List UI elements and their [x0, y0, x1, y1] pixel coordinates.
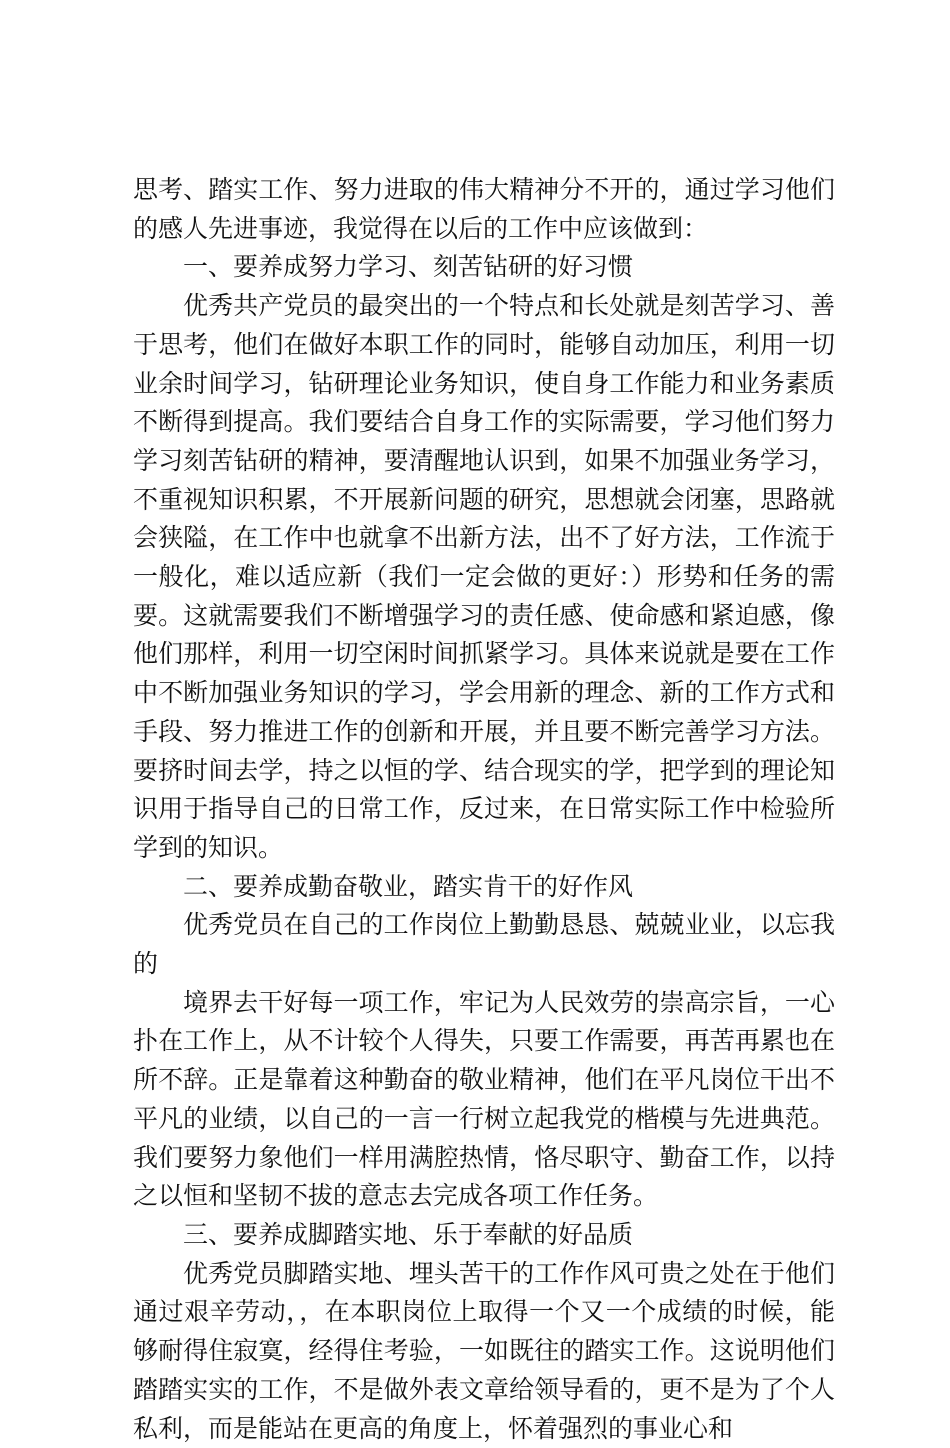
paragraph-study: 优秀共产党员的最突出的一个特点和长处就是刻苦学习、善于思考，他们在做好本职工作的同时，能够自动加压，利用一切业余时间学习，钻研理论业务知识，使自身工作能力和业务素质不断得到提高。我们要结合自身工作的实际需要，学习他们努力学习刻苦钻研的精神，要清醒地认识到，如果不加强业务学习，不重视知识积累，不开展新问题的研究，思想就会闭塞，思路就会狭隘，在工作中也就拿不出新方法，出不了好方法，工作流于一般化，难以适应新（我们一定会做的更好：）形势和任务的需要。这就需要我们不断增强学习的责任感、使命感和紧迫感，像他们那样，利用一切空闲时间抓紧学习。具体来说就是要在工作中不断加强业务知识的学习，学会用新的理念、新的工作方式和手段、努力推进工作的创新和开展，并且要不断完善学习方法。要挤时间去学，持之以恒的学、结合现实的学，把学到的理论知识用于指导自己的日常工作，反过来，在日常实际工作中检验所学到的知识。: [133, 291, 835, 862]
heading-section-one: 一、要养成努力学习、刻苦钻研的好习惯: [183, 252, 634, 282]
document-body: [133, 171, 835, 1448]
heading-section-two: 二、要养成勤奋敬业，踏实肯干的好作风: [183, 871, 634, 901]
heading-section-three: 三、要养成脚踏实地、乐于奉献的好品质: [183, 1219, 634, 1249]
paragraph-dedication: 境界去干好每一项工作，牢记为人民效劳的崇高宗旨，一心扑在工作上，从不计较个人得失，只要工作需要，再苦再累也在所不辞。正是靠着这种勤奋的敬业精神，他们在平凡岗位干出不平凡的业绩，以自己的一言一行树立起我党的楷模与先进典范。我们要努力象他们一样用满腔热情，恪尽职守、勤奋工作，以持之以恒和坚韧不拔的意志去完成各项工作任务。: [133, 987, 835, 1211]
paragraph-continuation: 思考、踏实工作、努力进取的伟大精神分不开的，通过学习他们的感人先进事迹，我觉得在以后的工作中应该做到：: [133, 175, 835, 243]
paragraph-dedication-start: 优秀党员在自己的工作岗位上勤勤恳恳、兢兢业业，以忘我的: [133, 910, 835, 979]
paragraph-diligence: 优秀党员脚踏实地、埋头苦干的工作作风可贵之处在于他们通过艰辛劳动，，在本职岗位上取得一个又一个成绩的时候，能够耐得住寂寞，经得住考验，一如既往的踏实工作。这说明他们踏踏实实的工作，不是做外表文章给领导看的，更不是为了个人私利，而是能站在更高的角度上，怀着强烈的事业心和: [133, 1258, 835, 1443]
